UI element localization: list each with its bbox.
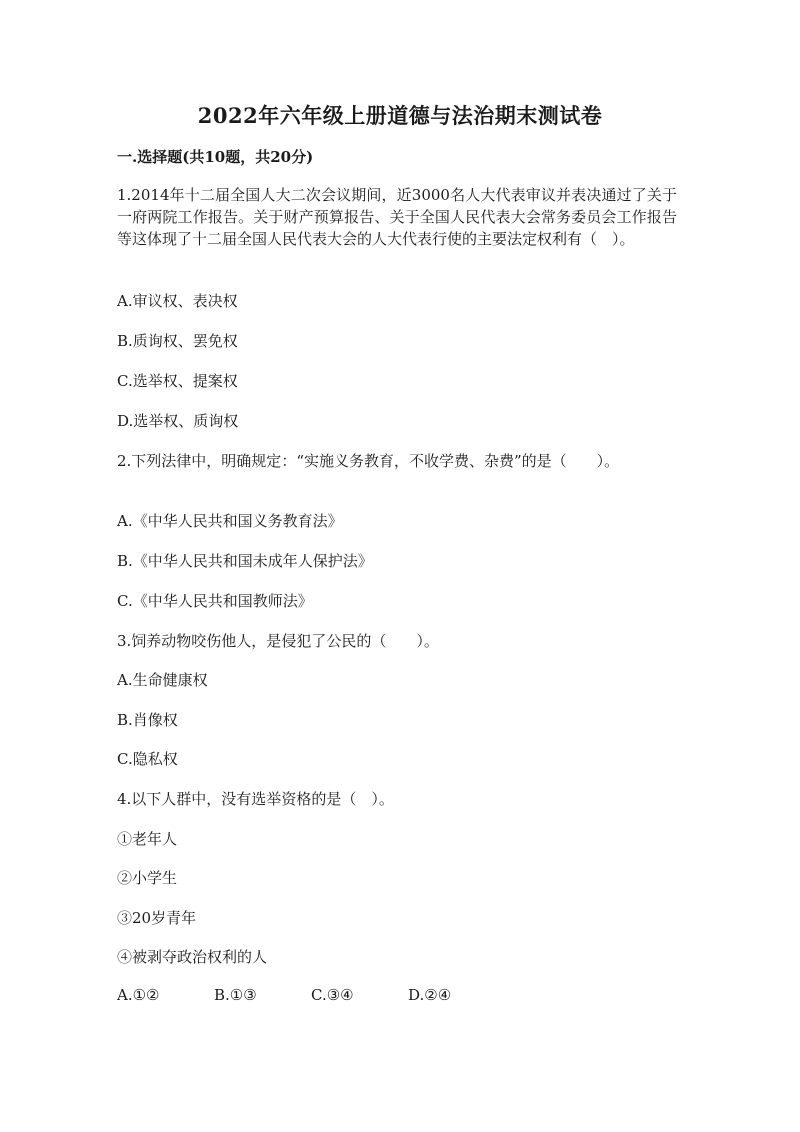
question-2-option-b: B.《中华人民共和国未成年人保护法》: [117, 552, 373, 570]
question-3-option-c: C.隐私权: [117, 750, 178, 768]
question-3-option-a: A.生命健康权: [117, 671, 208, 689]
question-2-option-c: C.《中华人民共和国教师法》: [117, 592, 313, 610]
question-4-stem: 4.以下人群中，没有选举资格的是（ ）。: [117, 790, 394, 808]
question-2-option-a: A.《中华人民共和国义务教育法》: [117, 512, 343, 530]
question-2-stem: 2.下列法律中，明确规定：“实施义务教育，不收学费、杂费”的是（ ）。: [117, 452, 620, 470]
question-1-option-a: A.审议权、表决权: [117, 292, 238, 310]
question-1-option-c: C.选举权、提案权: [117, 372, 238, 390]
exam-title: 2022年六年级上册道德与法治期末测试卷: [197, 103, 603, 128]
question-4-item-4: ④被剥夺政治权利的人: [117, 948, 268, 966]
question-1-stem: 1.2014年十二届全国人大二次会议期间，近3000名人大代表审议并表决通过了关于一府两院工作报告。关于财产预算报告、关于全国人民代表大会常务委员会工作报告等这体现了十二届全国人民代表大会的人大代表行使的主要法定权利有（ ）。: [117, 186, 677, 248]
question-4-item-2: ②小学生: [117, 869, 178, 887]
question-4-item-1: ①老年人: [117, 830, 178, 848]
question-4-options: [117, 986, 505, 1004]
question-4-option-d: D.②④: [408, 986, 452, 1004]
question-3-stem: 3.饲养动物咬伤他人，是侵犯了公民的（ ）。: [117, 632, 439, 650]
question-4-option-b: B.①③: [214, 986, 257, 1004]
question-4-item-3: ③20岁青年: [117, 909, 197, 927]
question-3-option-b: B.肖像权: [117, 711, 178, 729]
question-4-option-a: A.①②: [117, 986, 160, 1004]
question-1-option-b: B.质询权、罢免权: [117, 332, 238, 350]
section-heading: 一.选择题(共10题，共20分): [117, 148, 314, 166]
question-4-option-c: C.③④: [311, 986, 354, 1004]
question-1-option-d: D.选举权、质询权: [117, 412, 239, 430]
